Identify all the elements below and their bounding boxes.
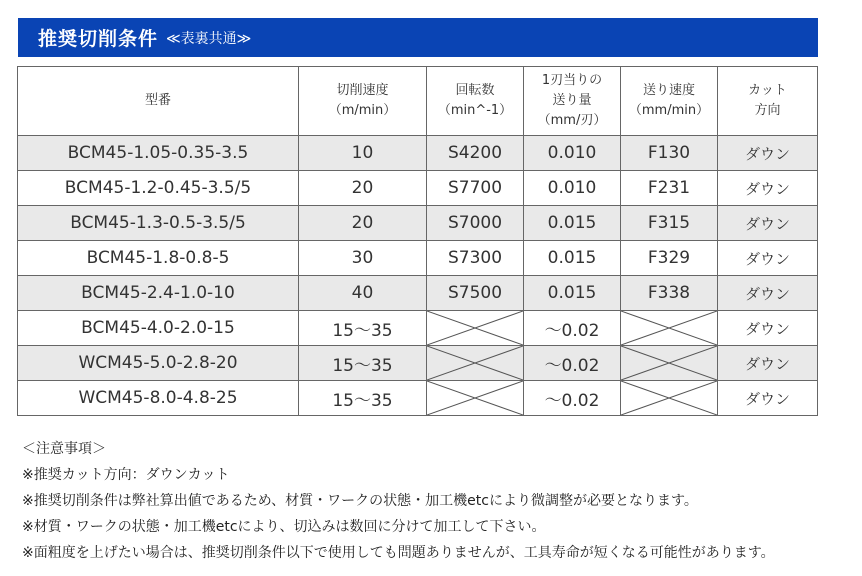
banner-subtitle: ≪表裏共通≫	[166, 30, 252, 47]
cross-mark	[427, 381, 523, 415]
cell-feed-rate: F315	[621, 206, 718, 241]
cell-feed-tooth: 0.015	[524, 276, 621, 311]
table-row	[18, 136, 818, 171]
cell-speed: 15～35	[299, 346, 427, 381]
cell-model: BCM45-1.3-0.5-3.5/5	[18, 206, 299, 241]
header-rpm: 回転数 （min^-1）	[427, 67, 524, 136]
cross-mark	[427, 346, 523, 380]
cross-mark	[621, 311, 717, 345]
cell-model: BCM45-1.2-0.45-3.5/5	[18, 171, 299, 206]
title-banner	[18, 18, 818, 57]
note-item: ※材質・ワークの状態・加工機etcにより、切込みは数回に分けて加工して下さい。	[22, 519, 546, 535]
cell-model: BCM45-4.0-2.0-15	[18, 311, 299, 346]
cell-rpm: S7700	[427, 171, 524, 206]
table-row	[18, 346, 818, 381]
cell-speed: 15～35	[299, 311, 427, 346]
cell-model: BCM45-1.8-0.8-5	[18, 241, 299, 276]
table-row	[18, 241, 818, 276]
table-header-row	[18, 67, 818, 136]
table-row	[18, 206, 818, 241]
cell-not-applicable-cross	[621, 346, 718, 381]
cell-direction: ダウン	[718, 136, 818, 171]
cell-direction: ダウン	[718, 276, 818, 311]
cell-model: WCM45-8.0-4.8-25	[18, 381, 299, 416]
cell-direction: ダウン	[718, 346, 818, 381]
cell-not-applicable-cross	[621, 311, 718, 346]
cell-direction: ダウン	[718, 206, 818, 241]
table-row	[18, 381, 818, 416]
cell-direction: ダウン	[718, 311, 818, 346]
header-cutting-speed: 切削速度 （m/min）	[299, 67, 427, 136]
header-feed-rate: 送り速度 （mm/min）	[621, 67, 718, 136]
cross-mark	[427, 311, 523, 345]
note-item: ※推奨カット方向：ダウンカット	[22, 467, 230, 483]
cross-mark	[621, 381, 717, 415]
cell-feed-tooth: 0.015	[524, 206, 621, 241]
cell-direction: ダウン	[718, 381, 818, 416]
cell-feed-tooth: ～0.02	[524, 381, 621, 416]
cell-feed-tooth: ～0.02	[524, 311, 621, 346]
cell-not-applicable-cross	[621, 381, 718, 416]
cell-rpm: S7300	[427, 241, 524, 276]
cell-not-applicable-cross	[427, 381, 524, 416]
cell-speed: 40	[299, 276, 427, 311]
cell-model: BCM45-1.05-0.35-3.5	[18, 136, 299, 171]
notes-section	[22, 436, 775, 566]
cell-not-applicable-cross	[427, 346, 524, 381]
cell-speed: 15～35	[299, 381, 427, 416]
cell-rpm: S7500	[427, 276, 524, 311]
cell-feed-tooth: 0.010	[524, 136, 621, 171]
note-item: ※面粗度を上げたい場合は、推奨切削条件以下で使用しても問題ありませんが、工具寿命が短くなる可能性があります。	[22, 545, 775, 561]
cell-model: BCM45-2.4-1.0-10	[18, 276, 299, 311]
header-model: 型番	[18, 67, 299, 136]
cell-model: WCM45-5.0-2.8-20	[18, 346, 299, 381]
cell-direction: ダウン	[718, 171, 818, 206]
cutting-conditions-table	[17, 66, 818, 416]
table-row	[18, 171, 818, 206]
banner-title: 推奨切削条件	[38, 28, 159, 50]
cell-feed-rate: F338	[621, 276, 718, 311]
cell-rpm: S7000	[427, 206, 524, 241]
cell-direction: ダウン	[718, 241, 818, 276]
notes-heading: ＜注意事項＞	[22, 441, 106, 457]
cell-feed-rate: F130	[621, 136, 718, 171]
cell-speed: 20	[299, 206, 427, 241]
cell-feed-tooth: ～0.02	[524, 346, 621, 381]
cell-speed: 10	[299, 136, 427, 171]
cell-feed-rate: F329	[621, 241, 718, 276]
header-cut-direction: カット 方向	[718, 67, 818, 136]
cell-rpm: S4200	[427, 136, 524, 171]
cell-feed-tooth: 0.010	[524, 171, 621, 206]
table-row	[18, 276, 818, 311]
cell-feed-rate: F231	[621, 171, 718, 206]
cell-not-applicable-cross	[427, 311, 524, 346]
header-feed-per-tooth: 1刃当りの 送り量 （mm/刃）	[524, 67, 621, 136]
cell-speed: 30	[299, 241, 427, 276]
cross-mark	[621, 346, 717, 380]
cell-feed-tooth: 0.015	[524, 241, 621, 276]
cell-speed: 20	[299, 171, 427, 206]
note-item: ※推奨切削条件は弊社算出値であるため、材質・ワークの状態・加工機etcにより微調整が必要となります。	[22, 493, 698, 509]
table-row	[18, 311, 818, 346]
